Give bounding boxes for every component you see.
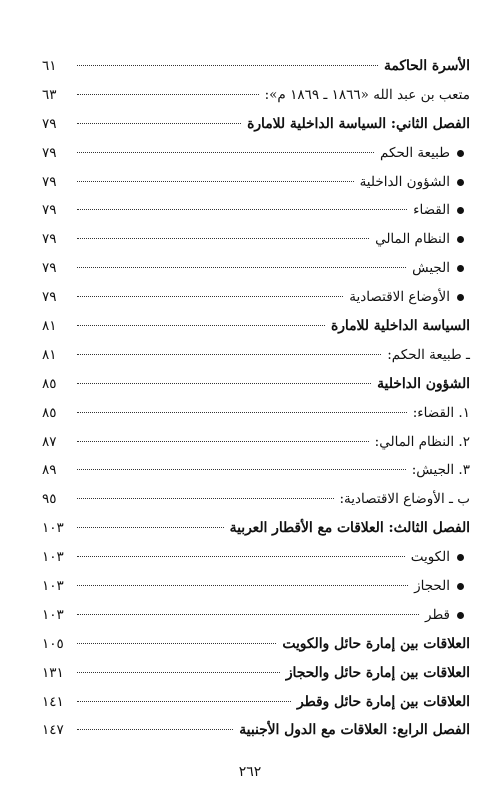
- bullet-icon: [457, 294, 464, 301]
- toc-entry: [42, 225, 470, 254]
- table-of-contents: [42, 52, 470, 745]
- toc-entry: [42, 52, 470, 81]
- bullet-icon: [457, 612, 464, 619]
- toc-entry-text: القضاء: [413, 202, 450, 219]
- toc-entry: [42, 283, 470, 312]
- toc-entry: [42, 399, 470, 428]
- toc-entry: [42, 139, 470, 168]
- toc-entry-title: [412, 254, 464, 283]
- toc-entry: [42, 196, 470, 225]
- toc-entry: [42, 485, 470, 514]
- toc-entry-text: الجيش: [412, 260, 450, 277]
- toc-entry-title: [411, 543, 464, 572]
- bullet-icon: [457, 207, 464, 214]
- toc-entry-title: [380, 139, 464, 168]
- toc-entry-page: ٨٩: [42, 462, 57, 479]
- toc-entry: [42, 659, 470, 688]
- dot-leader: [77, 469, 406, 470]
- toc-entry-title: [384, 52, 470, 81]
- toc-entry-page: ١٤٧: [42, 722, 64, 739]
- toc-entry-text: الفصل الثاني: السياسة الداخلية للامارة: [247, 115, 470, 132]
- dot-leader: [77, 152, 374, 153]
- dot-leader: [77, 643, 276, 644]
- dot-leader: [77, 238, 369, 239]
- dot-leader: [77, 383, 371, 384]
- toc-entry-title: [375, 428, 470, 457]
- toc-entry-title: [282, 630, 470, 659]
- toc-entry: [42, 716, 470, 745]
- dot-leader: [77, 441, 369, 442]
- toc-entry-title: [375, 225, 464, 254]
- dot-leader: [77, 701, 291, 702]
- toc-entry: [42, 370, 470, 399]
- toc-entry: [42, 688, 470, 717]
- toc-entry-title: [331, 312, 470, 341]
- toc-entry-page: ١٠٣: [42, 578, 64, 595]
- toc-entry-title: [286, 659, 470, 688]
- toc-entry-text: السياسة الداخلية للامارة: [331, 318, 470, 335]
- toc-entry-text: ١. القضاء:: [412, 404, 470, 421]
- toc-entry-title: [413, 196, 464, 225]
- toc-entry-title: [387, 341, 470, 370]
- toc-entry-title: [412, 456, 470, 485]
- bullet-icon: [457, 150, 464, 157]
- toc-entry-page: ٨٥: [42, 375, 57, 392]
- dot-leader: [77, 123, 241, 124]
- toc-entry-text: النظام المالي: [375, 231, 450, 248]
- toc-entry-page: ٩٥: [42, 491, 57, 508]
- toc-entry-page: ٨١: [42, 318, 57, 335]
- toc-entry-text: الفصل الثالث: العلاقات مع الأقطار العربية: [229, 520, 470, 537]
- dot-leader: [77, 527, 224, 528]
- toc-entry: [42, 514, 470, 543]
- toc-entry: [42, 110, 470, 139]
- toc-entry-page: ٧٩: [42, 144, 57, 161]
- page-number: ٢٦٢: [238, 764, 262, 780]
- toc-entry-page: ٨٧: [42, 433, 57, 450]
- toc-entry-page: ٧٩: [42, 231, 57, 248]
- toc-entry-text: متعب بن عبد الله «١٨٦٦ ـ ١٨٦٩ م»:: [264, 86, 470, 103]
- toc-entry: [42, 630, 470, 659]
- toc-entry-text: الحجاز: [414, 578, 450, 595]
- toc-entry: [42, 572, 470, 601]
- toc-entry: [42, 456, 470, 485]
- bullet-icon: [457, 554, 464, 561]
- dot-leader: [77, 585, 408, 586]
- toc-entry-title: [340, 485, 471, 514]
- toc-entry-page: ٧٩: [42, 260, 57, 277]
- toc-entry: [42, 601, 470, 630]
- dot-leader: [77, 296, 343, 297]
- toc-entry: [42, 428, 470, 457]
- toc-entry-title: [414, 572, 464, 601]
- toc-entry: [42, 543, 470, 572]
- toc-entry-text: ٢. النظام المالي:: [374, 433, 470, 450]
- toc-entry: [42, 168, 470, 197]
- toc-entry-title: [360, 168, 464, 197]
- toc-entry-text: العلاقات بين إمارة حائل وقطر: [297, 693, 470, 710]
- toc-entry-page: ٧٩: [42, 289, 57, 306]
- toc-entry-page: ٨٥: [42, 404, 57, 421]
- dot-leader: [77, 209, 407, 210]
- toc-entry-text: الأسرة الحاكمة: [384, 58, 470, 74]
- toc-entry-text: الفصل الرابع: العلاقات مع الدول الأجنبية: [239, 722, 470, 739]
- toc-entry-title: [349, 283, 464, 312]
- toc-entry-text: الشؤون الداخلية: [359, 173, 450, 190]
- toc-entry-title: [413, 399, 470, 428]
- toc-entry-page: ٨١: [42, 346, 57, 363]
- toc-entry-text: الشؤون الداخلية: [377, 375, 470, 392]
- toc-entry-page: ٦٣: [42, 86, 57, 103]
- toc-entry-title: [247, 110, 470, 139]
- bullet-icon: [457, 179, 464, 186]
- toc-entry-page: ٦١: [42, 58, 57, 74]
- bullet-icon: [457, 236, 464, 243]
- dot-leader: [77, 181, 354, 182]
- toc-entry-page: ١٠٣: [42, 520, 64, 537]
- toc-entry-page: ١٠٣: [42, 606, 64, 623]
- toc-entry: [42, 81, 470, 110]
- toc-entry: [42, 312, 470, 341]
- toc-entry: [42, 341, 470, 370]
- toc-entry-title: [377, 370, 470, 399]
- toc-entry-page: ٧٩: [42, 115, 57, 132]
- toc-entry-text: ٣. الجيش:: [411, 462, 470, 479]
- toc-entry-page: ١٣١: [42, 664, 64, 681]
- toc-entry-text: الأوضاع الاقتصادية: [349, 289, 450, 306]
- dot-leader: [77, 614, 419, 615]
- toc-entry-title: [239, 716, 470, 745]
- dot-leader: [77, 325, 325, 326]
- dot-leader: [77, 729, 233, 730]
- toc-entry-title: [265, 81, 470, 110]
- toc-entry-text: العلاقات بين إمارة حائل والحجاز: [285, 664, 470, 681]
- dot-leader: [77, 672, 280, 673]
- dot-leader: [77, 498, 334, 499]
- dot-leader: [77, 65, 378, 66]
- toc-entry-page: ١٠٥: [42, 635, 64, 652]
- toc-entry: [42, 254, 470, 283]
- dot-leader: [77, 354, 381, 355]
- toc-entry-text: ب ـ الأوضاع الاقتصادية:: [339, 491, 470, 508]
- toc-entry-title: [230, 514, 470, 543]
- toc-entry-page: ١٠٣: [42, 549, 64, 566]
- toc-entry-title: [297, 688, 470, 717]
- toc-entry-page: ٧٩: [42, 202, 57, 219]
- toc-entry-page: ٧٩: [42, 173, 57, 190]
- toc-entry-text: طبيعة الحكم: [380, 144, 450, 161]
- dot-leader: [77, 94, 259, 95]
- toc-entry-text: ـ طبيعة الحكم:: [387, 346, 470, 363]
- toc-entry-text: الكويت: [410, 549, 450, 566]
- dot-leader: [77, 267, 406, 268]
- dot-leader: [77, 412, 407, 413]
- toc-entry-title: [425, 601, 464, 630]
- toc-entry-text: قطر: [425, 606, 450, 623]
- bullet-icon: [457, 265, 464, 272]
- dot-leader: [77, 556, 405, 557]
- toc-entry-text: العلاقات بين إمارة حائل والكويت: [282, 635, 470, 652]
- bullet-icon: [457, 583, 464, 590]
- toc-entry-page: ١٤١: [42, 693, 64, 710]
